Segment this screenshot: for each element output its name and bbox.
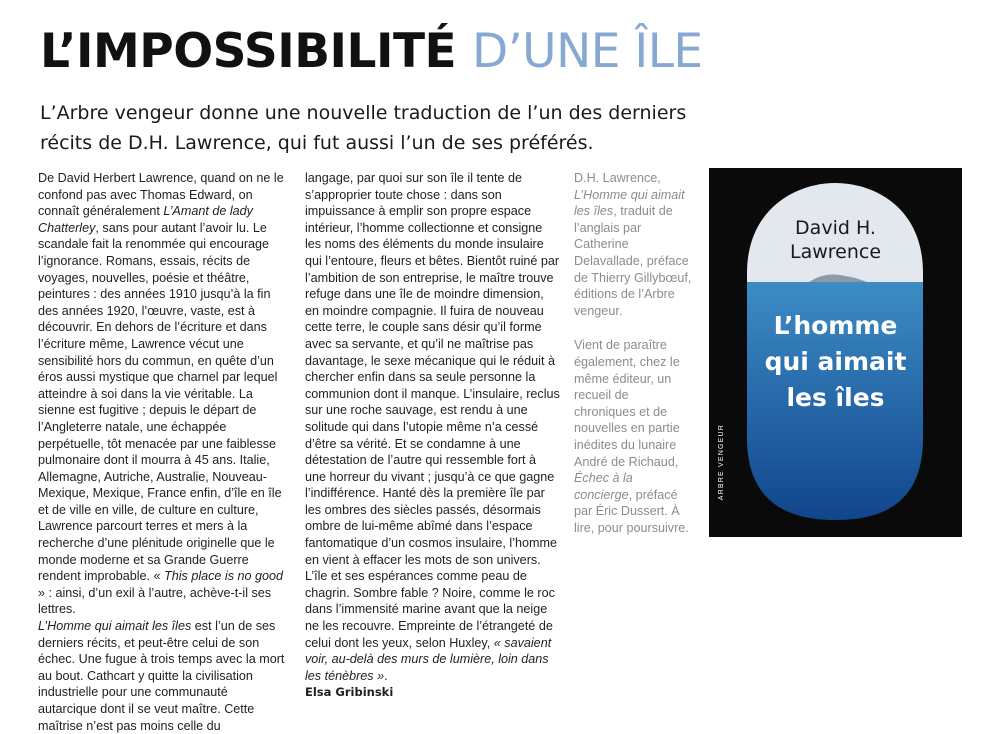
text-run: » : ainsi, d’un exil à l’autre, achève-t-il ses lettres. [38, 585, 272, 617]
cover-author-line: David H. [795, 217, 876, 239]
column-1-text [38, 170, 286, 618]
text-run: . [384, 668, 388, 683]
ref-title: L’Homme qui aimait les îles [574, 187, 685, 219]
cover-title-line: les îles [786, 383, 885, 412]
cover-title-line: L’homme [773, 311, 898, 340]
article-column-2 [305, 170, 560, 701]
huxley-quote: « savaient voir, au-delà des murs de lumière, loin dans les ténèbres » [305, 635, 552, 683]
text-run: langage, par quoi sur son île il tente de s’approprier toute chose : dans son impuissance à emplir son propre espace intérieur, l’homme collectionne et consigne les noms des éléments du monde insulaire qui l’entoure, fleurs et bêtes. Bientôt ruiné par l’ambition de son entreprise, le maître trouve refuge dans une île de moindre dimension, en moindre compagnie. Il fuira de nouveau cette terre, le couple sans désir qu’il forme avec sa servante, et qu’il ne maîtrise pas davantage, le sexe mécanique qui le réduit à chercher enfin dans sa seule personne la communion dont il manque. L’insulaire, reclus sur une roche sauvage, est rendu à une solitude qui dans l’utopie même n’a cessé d’être sa vérité. Et se condamne à une détestation de l’autre qui ressemble fort à une horreur du vivant ; jusqu’à ce que gagne l’indifférence. Hanté dès la première île par les ombres des siècles passés, désormais ombre de lui-même abîmé dans l’espace fantomatique d’un cosmos insulaire, l’homme en vient à effacer les mots de son univers. L’île et ses espérances comme peau de chagrin. Sombre fable ? Noire, comme le roc dans l’immensité marine avant que la neige ne les recouvre. Empreinte de l’étrangeté de celui dont les yeux, selon Huxley, [305, 171, 560, 650]
column-1-paragraph-2 [38, 618, 286, 734]
cover-title [709, 308, 962, 416]
text-run: , sans pour autant l’avoir lu. Le scandale fait la renommée qui encourage l’ignorance. Romans, essais, récits de voyages, nouvelles, poésie et théâtre, peintures : des années 1910 jusqu’à la fin des années 1920, l’œuvre, vaste, est à découvrir. En dehors de l’écriture et dans l’écriture même, Lawrence vécut une sensibilité hors du commun, en quête d’un éros aussi mystique que charnel par lequel atteindre à soi dans la vie véritable. La sienne est fugitive ; depuis le départ de l’Angleterre natale, une échappée perpétuelle, tôt menacée par une faiblesse pulmonaire dont il mourra à 45 ans. Italie, Allemagne, Autriche, Australie, Nouveau-Mexique, Mexique, France enfin, d’île en île et de ville en ville, de culture en culture, Lawrence parcourt terres et mers à la recherche d’une plénitude originelle que le monde moderne et sa Grande Guerre rendent improbable. « [38, 220, 282, 584]
text-run: De David Herbert Lawrence, quand on ne le confond pas avec Thomas Edward, on connaît généralement [38, 171, 284, 219]
sidebar-note [574, 337, 692, 536]
author-signature: Elsa Gribinski [305, 685, 394, 700]
publisher-logo-text: ARBRE VENGEUR [718, 424, 725, 501]
text-run: est l’un de ses derniers récits, et peut-être celui de son échec. Une fugue à trois temps avec la mort au bout. Cathcart y quitte la civilisation industrielle pour une communauté autarcique dont il se veut maître. Cette maîtrise n’est pas moins celle du [38, 619, 285, 733]
ref-details: , traduit de l’anglais par Catherine Delavallade, préface de Thierry Gillybœuf, éditions de l’Arbre vengeur. [574, 204, 692, 318]
column-2-text [305, 170, 560, 684]
book-title-homme: L’Homme qui aimait les îles [38, 619, 192, 634]
quote-this-place: This place is no good [164, 569, 284, 584]
note-book-title: Échec à la concierge [574, 471, 633, 502]
ref-author: D.H. Lawrence, [574, 171, 661, 185]
sidebar [574, 170, 692, 554]
book-reference [574, 170, 692, 319]
cover-author-line: Lawrence [789, 241, 882, 263]
article-title [40, 22, 703, 82]
note-text: Vient de paraître également, chez le même éditeur, un recueil de chroniques et de nouvelles en partie inédites du lunaire André de Richaud, [574, 338, 680, 469]
note-text-end: , préfacé par Éric Dussert. À lire, pour poursuivre. [574, 487, 689, 535]
book-cover [709, 168, 962, 537]
cover-title-line: qui aimait [764, 347, 907, 376]
article-column-1 [38, 170, 286, 734]
book-title-chatterley: L’Amant de lady Chatterley [38, 204, 253, 235]
cover-author [709, 216, 962, 264]
title-accent: D’UNE ÎLE [472, 24, 703, 79]
title-main: L’IMPOSSIBILITÉ [40, 24, 457, 79]
lead-paragraph: L’Arbre vengeur donne une nouvelle traduction de l’un des derniers récits de D.H. Lawrence, qui fut aussi l’un de ses préférés. [40, 102, 687, 154]
